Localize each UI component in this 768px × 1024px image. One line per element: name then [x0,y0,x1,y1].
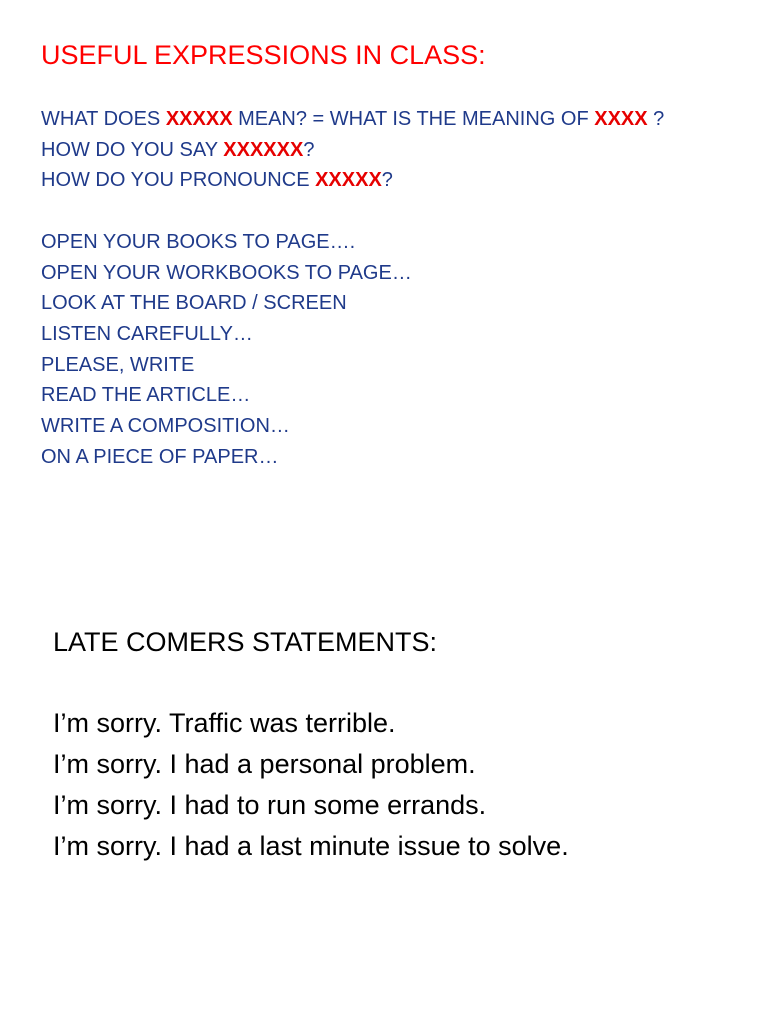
instruction-line: READ THE ARTICLE… [41,384,251,407]
expression-line-meaning [41,104,761,135]
placeholder-word: XXXX [594,108,648,130]
expression-line-pronounce [41,165,761,196]
placeholder-word: XXXXXX [223,138,304,161]
expression-text: ? [381,169,393,192]
expression-text: MEAN? = WHAT IS THE MEANING OF [232,108,595,130]
statement-line: I’m sorry. I had a last minute issue to solve. [53,831,569,861]
expression-text: ? [647,108,665,130]
instruction-line: OPEN YOUR BOOKS TO PAGE…. [41,231,356,253]
expression-text: WHAT DOES [41,108,166,130]
statement-line: I’m sorry. I had to run some errands. [53,790,487,820]
instruction-line: PLEASE, WRITE [41,353,195,376]
useful-expressions-title: USEFUL EXPRESSIONS IN CLASS: [41,40,486,70]
instruction-line: WRITE A COMPOSITION… [41,415,290,438]
expression-text: ? [303,138,315,161]
statement-line: I’m sorry. Traffic was terrible. [53,708,396,738]
placeholder-word: XXXXX [165,108,233,130]
expression-text: HOW DO YOU SAY [41,138,224,161]
instruction-line: ON A PIECE OF PAPER… [41,445,279,468]
classroom-instructions [41,227,761,473]
instruction-line: LOOK AT THE BOARD / SCREEN [41,292,347,315]
question-expressions [41,104,761,196]
statement-line: I’m sorry. I had a personal problem. [53,749,476,779]
late-comers-title: LATE COMERS STATEMENTS: [53,627,438,657]
placeholder-word: XXXXX [315,169,382,192]
late-comers-statements [53,703,569,867]
instruction-line: OPEN YOUR WORKBOOKS TO PAGE… [41,261,412,284]
expression-text: HOW DO YOU PRONOUNCE [41,169,316,192]
instruction-line: LISTEN CAREFULLY… [41,323,253,346]
expression-line-say [41,135,761,166]
